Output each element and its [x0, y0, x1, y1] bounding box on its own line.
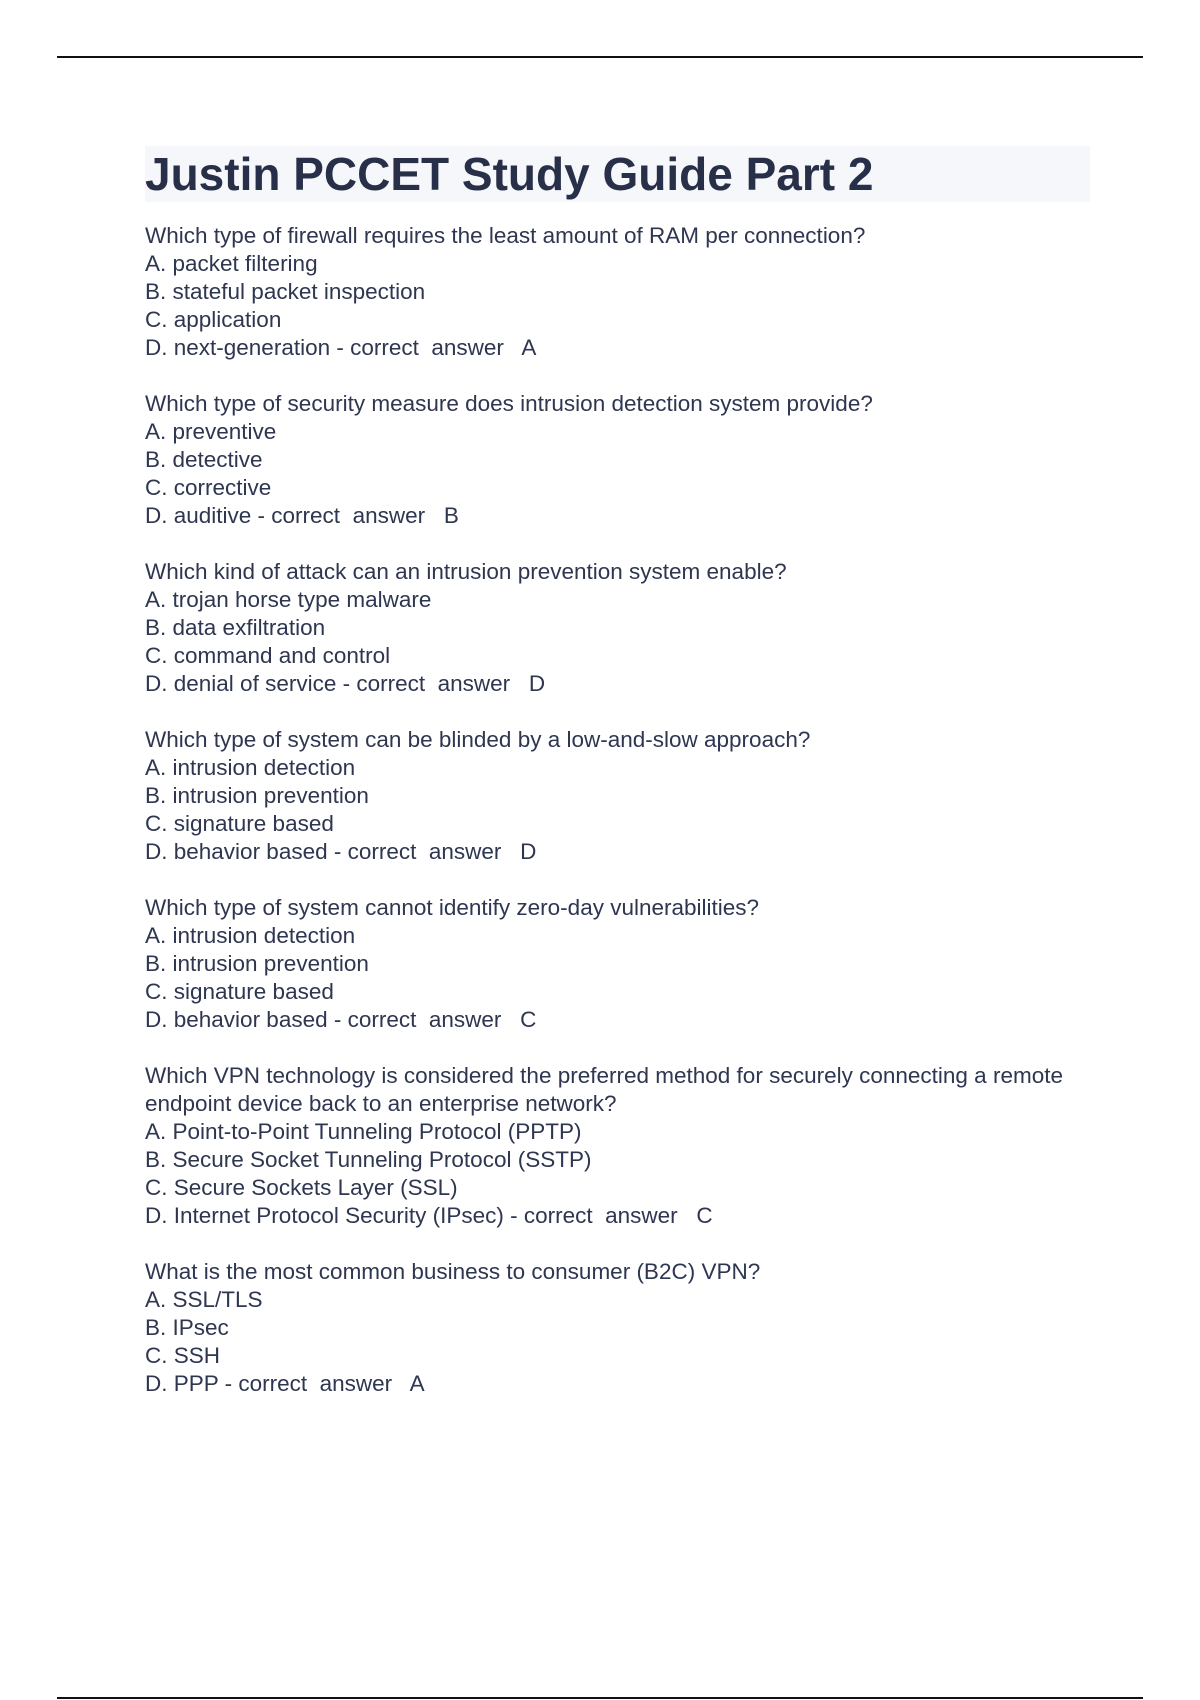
option-b: B. IPsec [145, 1315, 229, 1340]
question-block-3 [145, 558, 1090, 698]
question-list [145, 222, 1090, 1398]
question-text: Which type of system cannot identify zero-day vulnerabilities? [145, 895, 760, 920]
option-d-answer: D. auditive - correct answer B [145, 503, 459, 528]
option-d-answer: D. denial of service - correct answer D [145, 671, 546, 696]
option-b: B. intrusion prevention [145, 951, 369, 976]
footer-rule [57, 1697, 1143, 1699]
option-a: A. Point-to-Point Tunneling Protocol (PPTP) [145, 1119, 582, 1144]
option-d-answer: D. PPP - correct answer A [145, 1371, 425, 1396]
option-a: A. intrusion detection [145, 923, 356, 948]
option-d-answer: D. behavior based - correct answer D [145, 839, 537, 864]
question-block-6 [145, 1062, 1090, 1230]
option-a: A. intrusion detection [145, 755, 356, 780]
question-text: Which VPN technology is considered the preferred method for securely connecting a remote endpoint device back to an enterprise network? [145, 1063, 1063, 1116]
option-c: C. application [145, 307, 282, 332]
question-text: Which type of system can be blinded by a low-and-slow approach? [145, 727, 811, 752]
option-c: C. signature based [145, 811, 334, 836]
option-a: A. SSL/TLS [145, 1287, 263, 1312]
option-c: C. corrective [145, 475, 272, 500]
option-c: C. signature based [145, 979, 334, 1004]
option-d-answer: D. Internet Protocol Security (IPsec) - correct answer C [145, 1203, 713, 1228]
option-d-answer: D. next-generation - correct answer A [145, 335, 537, 360]
question-block-1 [145, 222, 1090, 362]
option-c: C. SSH [145, 1343, 221, 1368]
option-c: C. command and control [145, 643, 391, 668]
option-b: B. intrusion prevention [145, 783, 369, 808]
option-a: A. trojan horse type malware [145, 587, 432, 612]
option-b: B. Secure Socket Tunneling Protocol (SSTP) [145, 1147, 592, 1172]
option-b: B. stateful packet inspection [145, 279, 426, 304]
option-a: A. packet filtering [145, 251, 318, 276]
question-block-4 [145, 726, 1090, 866]
question-text: What is the most common business to consumer (B2C) VPN? [145, 1259, 761, 1284]
question-block-7 [145, 1258, 1090, 1398]
option-b: B. detective [145, 447, 263, 472]
header-rule [57, 56, 1143, 58]
option-a: A. preventive [145, 419, 277, 444]
option-d-answer: D. behavior based - correct answer C [145, 1007, 537, 1032]
question-text: Which kind of attack can an intrusion prevention system enable? [145, 559, 787, 584]
page-title: Justin PCCET Study Guide Part 2 [145, 146, 1090, 202]
option-c: C. Secure Sockets Layer (SSL) [145, 1175, 458, 1200]
question-block-2 [145, 390, 1090, 530]
question-text: Which type of security measure does intrusion detection system provide? [145, 391, 873, 416]
question-block-5 [145, 894, 1090, 1034]
option-b: B. data exfiltration [145, 615, 326, 640]
question-text: Which type of firewall requires the least amount of RAM per connection? [145, 223, 866, 248]
document-body [145, 146, 1090, 1426]
